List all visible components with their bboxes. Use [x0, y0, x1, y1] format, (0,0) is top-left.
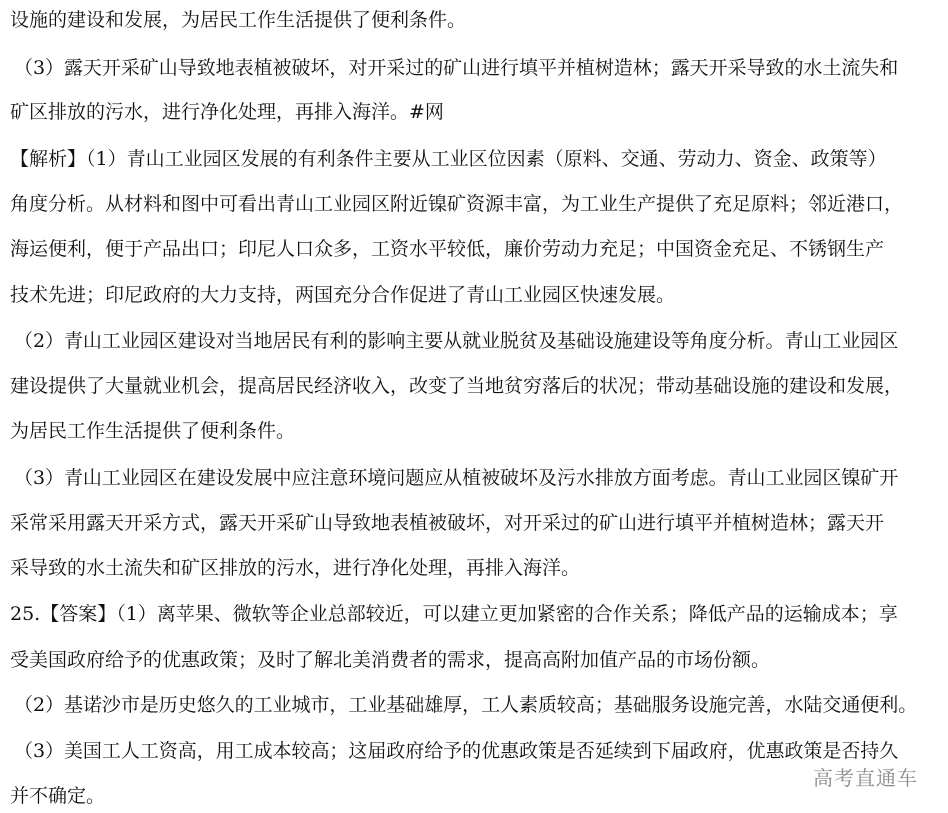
text-line-11: （3）青山工业园区在建设发展中应注意环境问题应从植被破坏及污水排放方面考虑。青山工业园区镍矿开: [14, 467, 899, 489]
text-line-2: （3）露天开采矿山导致地表植被破坏，对开采过的矿山进行填平并植树造林；露天开采导致的水土流失和: [14, 57, 899, 79]
text-line-14: 25.【答案】（1）离苹果、微软等企业总部较近，可以建立更加紧密的合作关系；降低产品的运输成本；享: [10, 603, 898, 625]
text-line-5: 角度分析。从材料和图中可看出青山工业园区附近镍矿资源丰富，为工业生产提供了充足原料；邻近港口，: [10, 193, 904, 215]
text-line-10: 为居民工作生活提供了便利条件。: [10, 420, 296, 442]
text-line-17: （3）美国工人工资高，用工成本较高；这届政府给予的优惠政策是否延续到下届政府，优惠政策是否持久: [14, 740, 899, 762]
text-line-12: 采常采用露天开采方式，露天开采矿山导致地表植被破坏，对开采过的矿山进行填平并植树造林；露天开: [10, 512, 885, 534]
text-line-15: 受美国政府给予的优惠政策；及时了解北美消费者的需求，提高高附加值产品的市场份额。: [10, 649, 771, 671]
text-line-3: 矿区排放的污水，进行净化处理，再排入海洋。#网: [10, 101, 444, 123]
text-line-16: （2）基诺沙市是历史悠久的工业城市，工业基础雄厚，工人素质较高；基础服务设施完善，水陆交通便利。: [14, 694, 918, 716]
text-line-6: 海运便利，便于产品出口；印尼人口众多，工资水平较低，廉价劳动力充足；中国资金充足、不锈钢生产: [10, 238, 885, 260]
text-line-4: 【解析】（1）青山工业园区发展的有利条件主要从工业区位因素（原料、交通、劳动力、资金、政策等）: [10, 148, 887, 170]
watermark-text: 高考直通车: [813, 766, 918, 790]
text-line-7: 技术先进；印尼政府的大力支持，两国充分合作促进了青山工业园区快速发展。: [10, 284, 676, 306]
text-line-9: 建设提供了大量就业机会，提高居民经济收入，改变了当地贫穷落后的状况；带动基础设施的建设和发展，: [10, 375, 904, 397]
text-line-18: 并不确定。: [10, 785, 106, 807]
text-line-13: 采导致的水土流失和矿区排放的污水，进行净化处理，再排入海洋。: [10, 557, 581, 579]
text-line-8: （2）青山工业园区建设对当地居民有利的影响主要从就业脱贫及基础设施建设等角度分析。青山工业园区: [14, 330, 899, 352]
text-line-1: 设施的建设和发展，为居民工作生活提供了便利条件。: [10, 9, 467, 31]
